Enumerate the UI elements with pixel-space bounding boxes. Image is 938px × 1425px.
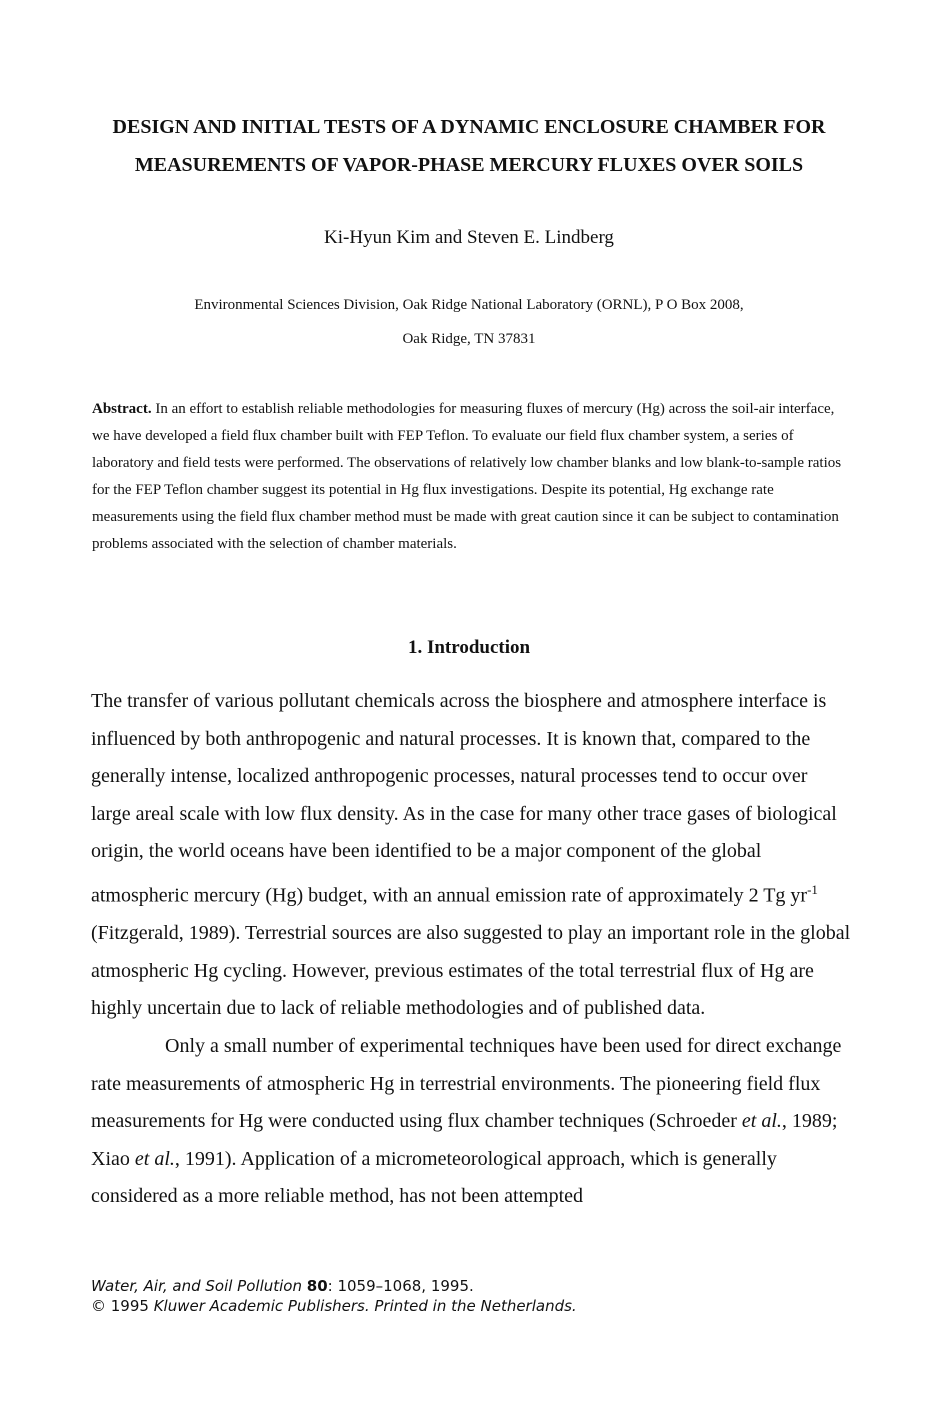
para2-text-b: , 1989; Xiao [91,1110,838,1170]
copyright-line [91,1296,851,1316]
para1-superscript: -1 [807,881,818,897]
intro-paragraph-1 [91,683,851,1028]
affiliation [60,288,878,356]
journal-name: Water, Air, and Soil Pollution [91,1277,302,1295]
title-line-2: MEASUREMENTS OF VAPOR-PHASE MERCURY FLUXES OVER SOILS [134,154,804,176]
para1-text-b: (Fitzgerald, 1989). Terrestrial sources are also suggested to play an important role in the global atmospheric Hg cycling. However, previous estimates of the total terrestrial flux of Hg are highly uncertain due to lack of reliable methodologies and of published data. [91,922,851,1020]
journal-footer [91,1276,851,1316]
journal-volume: 80 [306,1277,328,1295]
introduction-body [91,683,851,1216]
affiliation-line-2: Oak Ridge, TN 37831 [402,331,536,347]
abstract-text: In an effort to establish reliable methodologies for measuring fluxes of mercury (Hg) across the soil-air interface, we have developed a field flux chamber built with FEP Teflon. To evaluate our field flux chamber system, a series of laboratory and field tests were performed. The observations of relatively low chamber blanks and low blank-to-sample ratios for the FEP Teflon chamber suggest its potential in Hg flux investigations. Despite its potential, Hg exchange rate measurements using the field flux chamber method must be made with great caution since it can be subject to contamination problems associated with the selection of chamber materials. [92,401,842,552]
para1-text-a: The transfer of various pollutant chemicals across the biosphere and atmosphere interface is influenced by both anthropogenic and natural processes. It is known that, compared to the generally intense, localized anthropogenic processes, natural processes tend to occur over large areal scale with low flux density. As in the case for many other trace gases of biological origin, the world oceans have been identified to be a major component of the global atmospheric mercury (Hg) budget, with an annual emission rate of approximately 2 Tg yr [91,690,837,907]
publisher-text: Kluwer Academic Publishers. Printed in the Netherlands. [153,1297,577,1315]
affiliation-line-1: Environmental Sciences Division, Oak Ridge National Laboratory (ORNL), P O Box 2008, [194,297,744,313]
para2-etal-2: et al. [134,1147,175,1170]
title-line-1: DESIGN AND INITIAL TESTS OF A DYNAMIC ENCLOSURE CHAMBER FOR [112,116,826,138]
para2-text-c: , 1991). Application of a micrometeorological approach, which is generally considered as a more reliable method, has not been attempted [91,1147,777,1208]
abstract [92,396,852,558]
para2-etal-1: et al. [741,1110,782,1133]
abstract-label: Abstract. [92,401,152,417]
journal-pages: : 1059–1068, 1995. [327,1277,474,1295]
intro-paragraph-2 [91,1028,851,1216]
para2-text-a: Only a small number of experimental techniques have been used for direct exchange rate measurements of atmospheric Hg in terrestrial environments. The pioneering field flux measurements for Hg were conducted using flux chamber techniques (Schroeder [91,1035,842,1133]
paper-title [60,108,878,184]
copyright-prefix: © 1995 [91,1297,154,1315]
citation-line [91,1276,851,1296]
section-heading-introduction: 1. Introduction [407,637,531,658]
author-list: Ki-Hyun Kim and Steven E. Lindberg [324,227,614,248]
